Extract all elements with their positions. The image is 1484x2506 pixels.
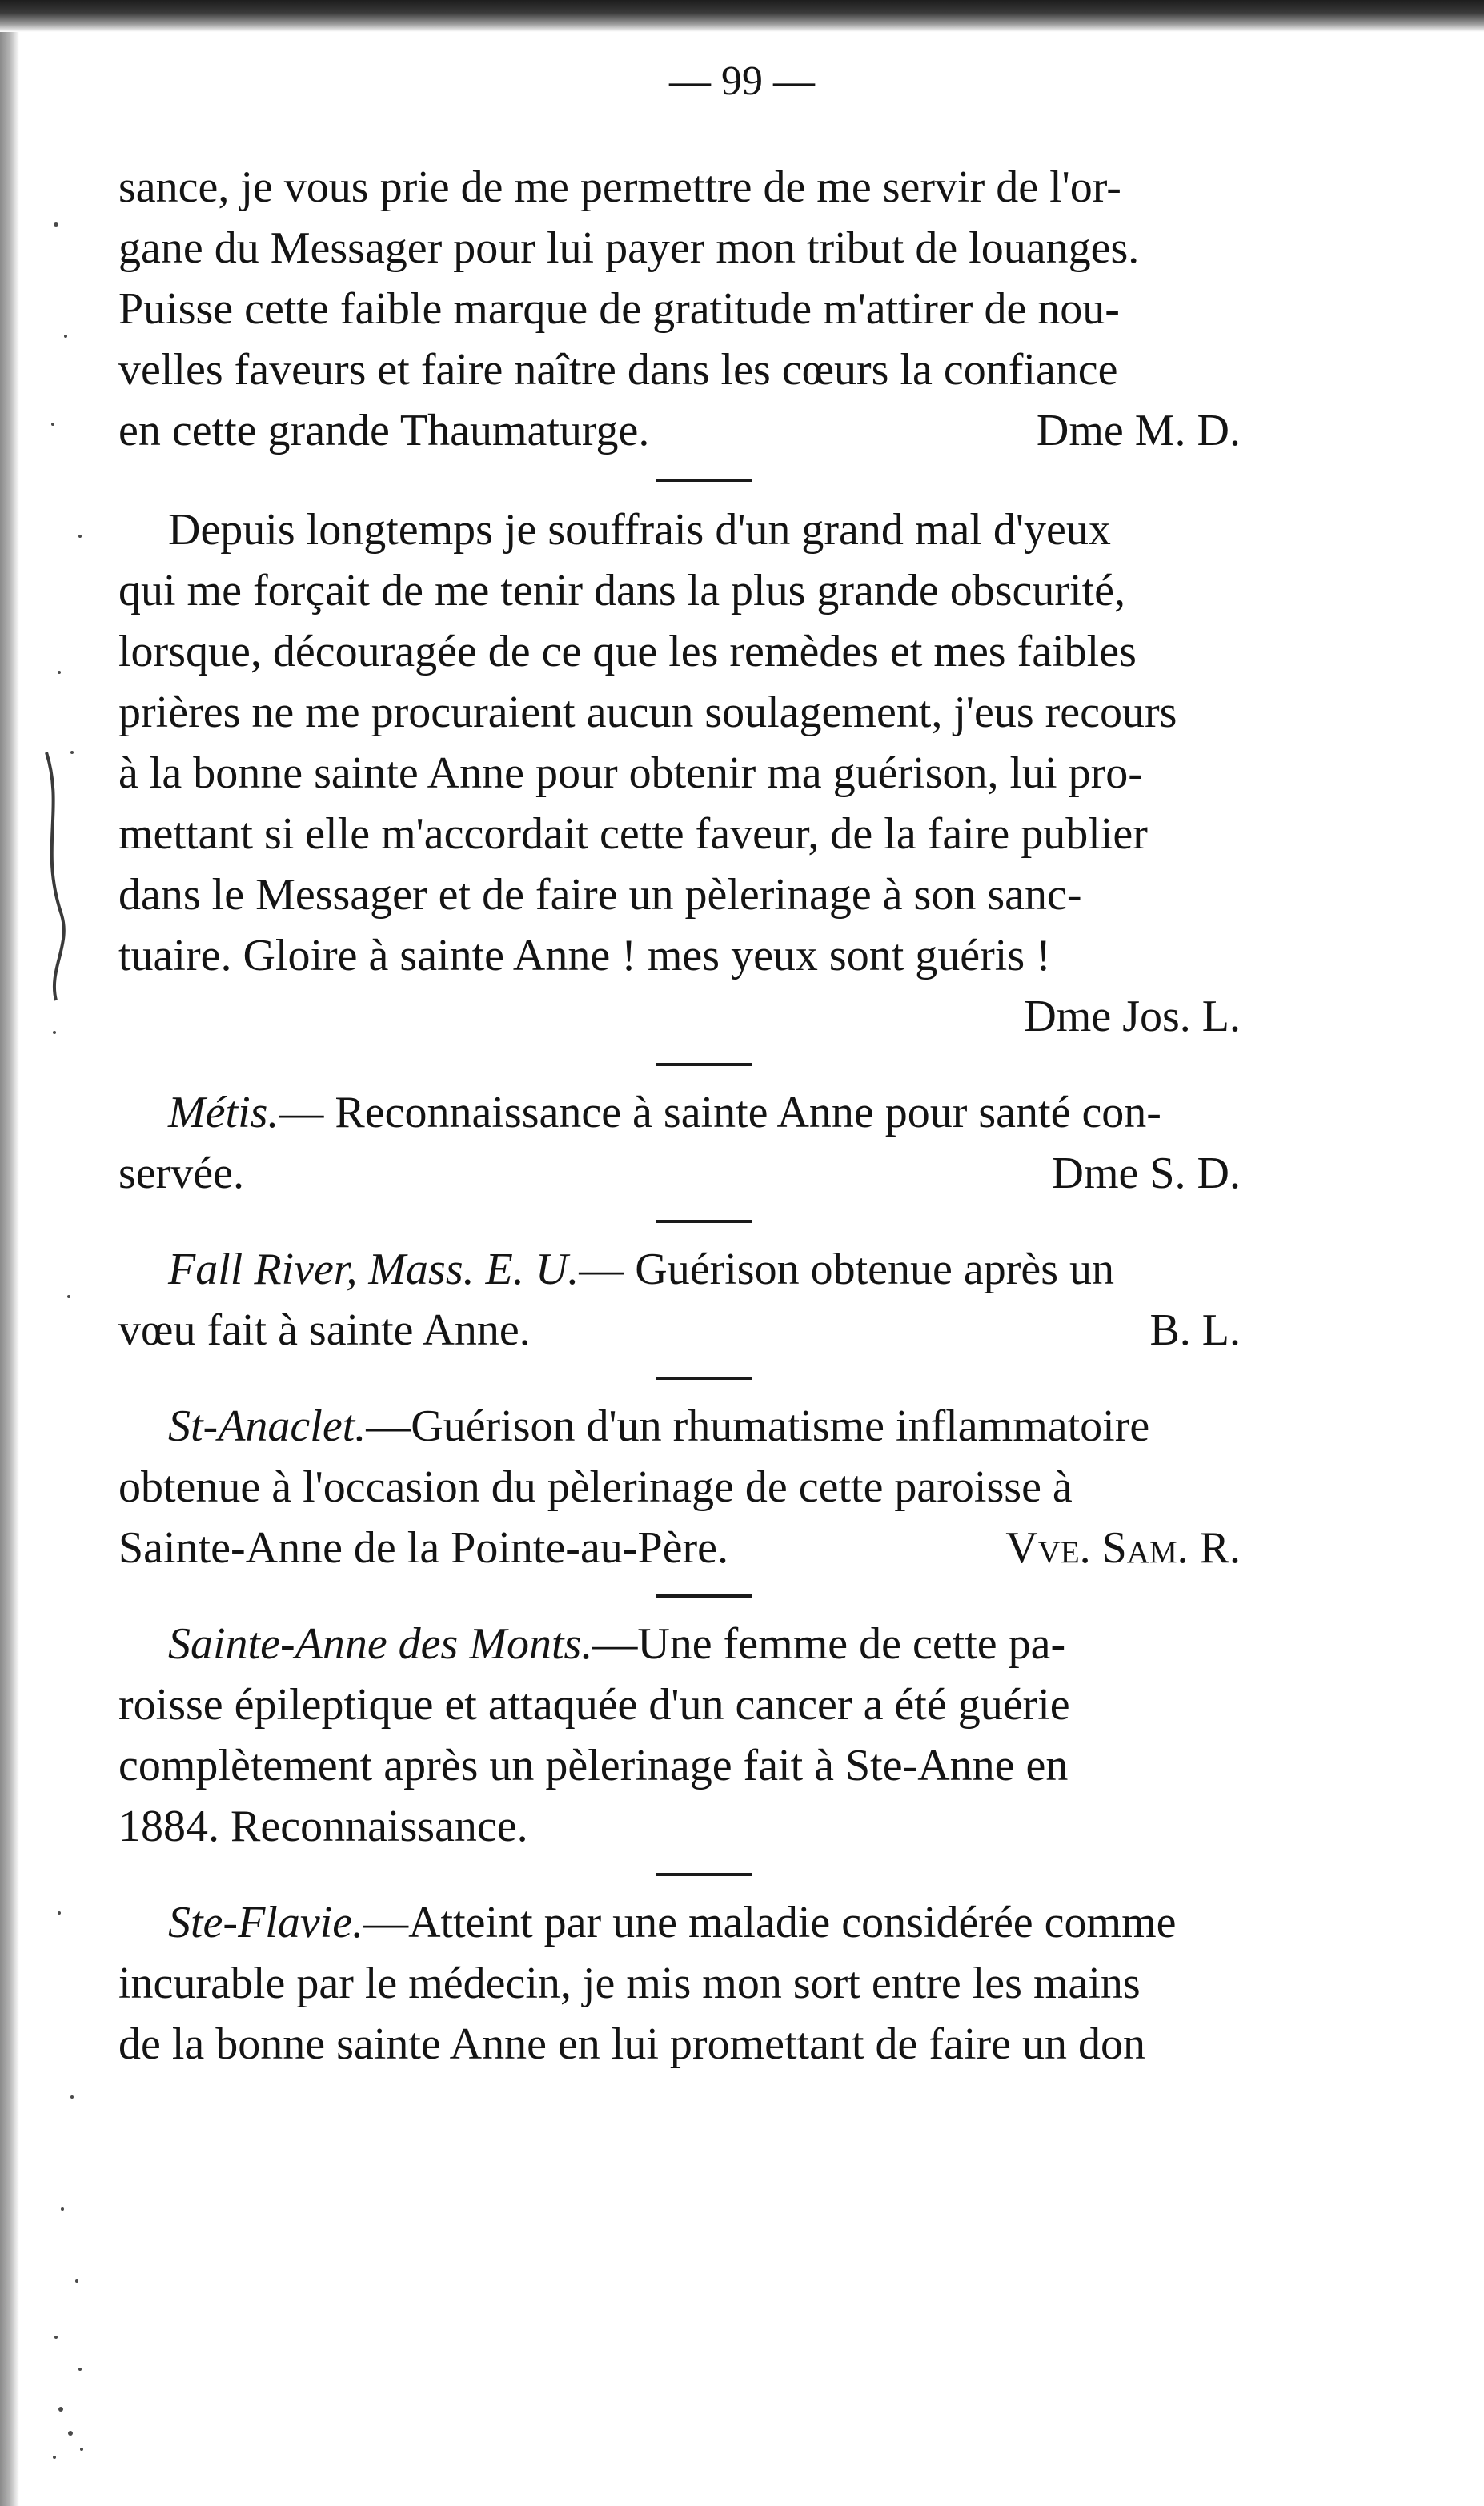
place-name: Fall River, Mass. E. U.	[168, 1245, 580, 1294]
text-line	[118, 1457, 1289, 1518]
testimony-paragraph	[118, 1082, 1289, 1204]
text-line	[118, 2014, 1289, 2075]
text-line	[118, 218, 1289, 279]
text-line	[118, 682, 1289, 743]
line-text: Puisse cette faible marque de gratitude m'attirer de nou-	[118, 284, 1120, 334]
place-name: Sainte-Anne des Monts.	[168, 1619, 593, 1669]
text-line	[118, 499, 1289, 560]
testimony-paragraph	[118, 499, 1289, 1047]
line-text: — Guérison obtenue après un	[579, 1245, 1114, 1294]
text-line	[118, 1082, 1289, 1143]
text-line	[118, 560, 1289, 621]
signature: Vve. Sam. R.	[1005, 1523, 1241, 1573]
line-text: mettant si elle m'accordait cette faveur, de la faire publier	[118, 809, 1148, 859]
place-name: Ste-Flavie.	[168, 1898, 364, 1947]
text-line	[118, 339, 1289, 400]
text-line	[118, 1396, 1289, 1457]
line-text: prières ne me procuraient aucun soulagement, j'eus recours	[118, 688, 1177, 737]
page-body	[118, 157, 1289, 2075]
place-name: Métis.	[168, 1088, 279, 1137]
page-number: — 99 —	[669, 58, 815, 104]
place-name: St-Anaclet.	[168, 1401, 367, 1451]
line-text: 1884. Reconnaissance.	[118, 1802, 528, 1851]
text-line	[118, 621, 1289, 682]
text-line	[118, 1674, 1289, 1735]
text-line	[118, 1796, 1289, 1857]
margin-speckles	[24, 48, 120, 2481]
text-line	[118, 925, 1289, 986]
testimony-paragraph	[118, 1396, 1289, 1578]
text-line	[118, 1614, 1289, 1674]
text-line	[118, 743, 1289, 804]
line-text: roisse épileptique et attaquée d'un cancer a été guérie	[118, 1680, 1070, 1730]
line-text: dans le Messager et de faire un pèlerinage à son sanc-	[118, 870, 1082, 920]
text-line	[118, 1143, 1289, 1204]
line-text: lorsque, découragée de ce que les remèdes et mes faibles	[118, 627, 1137, 676]
line-text: vœu fait à sainte Anne.	[118, 1305, 531, 1355]
text-line	[118, 1953, 1289, 2014]
line-text: tuaire. Gloire à sainte Anne ! mes yeux sont guéris !	[118, 931, 1051, 980]
text-line	[118, 864, 1289, 925]
signature: Dme S. D.	[1051, 1149, 1241, 1198]
line-text: sance, je vous prie de me permettre de me servir de l'or-	[118, 162, 1121, 212]
line-text: à la bonne sainte Anne pour obtenir ma guérison, lui pro-	[118, 748, 1143, 798]
scan-top-edge	[0, 0, 1484, 32]
line-text: —Une femme de cette pa-	[592, 1619, 1066, 1669]
text-line	[118, 1735, 1289, 1796]
signature: B. L.	[1149, 1305, 1241, 1355]
text-line	[118, 1892, 1289, 1953]
line-text: en cette grande Thaumaturge.	[118, 406, 650, 455]
line-text: gane du Messager pour lui payer mon tribut de louanges.	[118, 223, 1140, 273]
line-text: Sainte-Anne de la Pointe-au-Père.	[118, 1523, 728, 1573]
line-text: de la bonne sainte Anne en lui promettant de faire un don	[118, 2019, 1145, 2069]
line-text: — Reconnaissance à sainte Anne pour santé con-	[279, 1088, 1161, 1137]
text-line	[118, 400, 1289, 461]
line-text: —Atteint par une maladie considérée comme	[363, 1898, 1177, 1947]
line-text: Depuis longtemps je souffrais d'un grand mal d'yeux	[168, 505, 1111, 555]
line-text: qui me forçait de me tenir dans la plus grande obscurité,	[118, 566, 1126, 615]
text-line	[118, 804, 1289, 864]
line-text: servée.	[118, 1149, 245, 1198]
testimony-paragraph	[118, 1239, 1289, 1361]
signature: Dme Jos. L.	[1024, 992, 1241, 1041]
text-line	[118, 157, 1289, 218]
testimony-paragraph	[118, 1892, 1289, 2075]
signature: Dme M. D.	[1036, 406, 1241, 455]
testimony-paragraph	[118, 1614, 1289, 1857]
scan-left-edge	[0, 32, 19, 2506]
line-text: complètement après un pèlerinage fait à Ste-Anne en	[118, 1741, 1069, 1790]
line-text: velles faveurs et faire naître dans les cœurs la confiance	[118, 345, 1118, 395]
text-line	[118, 1518, 1289, 1578]
text-line	[118, 279, 1289, 339]
line-text: incurable par le médecin, je mis mon sort entre les mains	[118, 1959, 1141, 2008]
line-text: obtenue à l'occasion du pèlerinage de cette paroisse à	[118, 1462, 1073, 1512]
testimony-paragraph	[118, 157, 1289, 461]
text-line	[118, 1239, 1289, 1300]
line-text: —Guérison d'un rhumatisme inflammatoire	[366, 1401, 1150, 1451]
text-line	[118, 1300, 1289, 1361]
